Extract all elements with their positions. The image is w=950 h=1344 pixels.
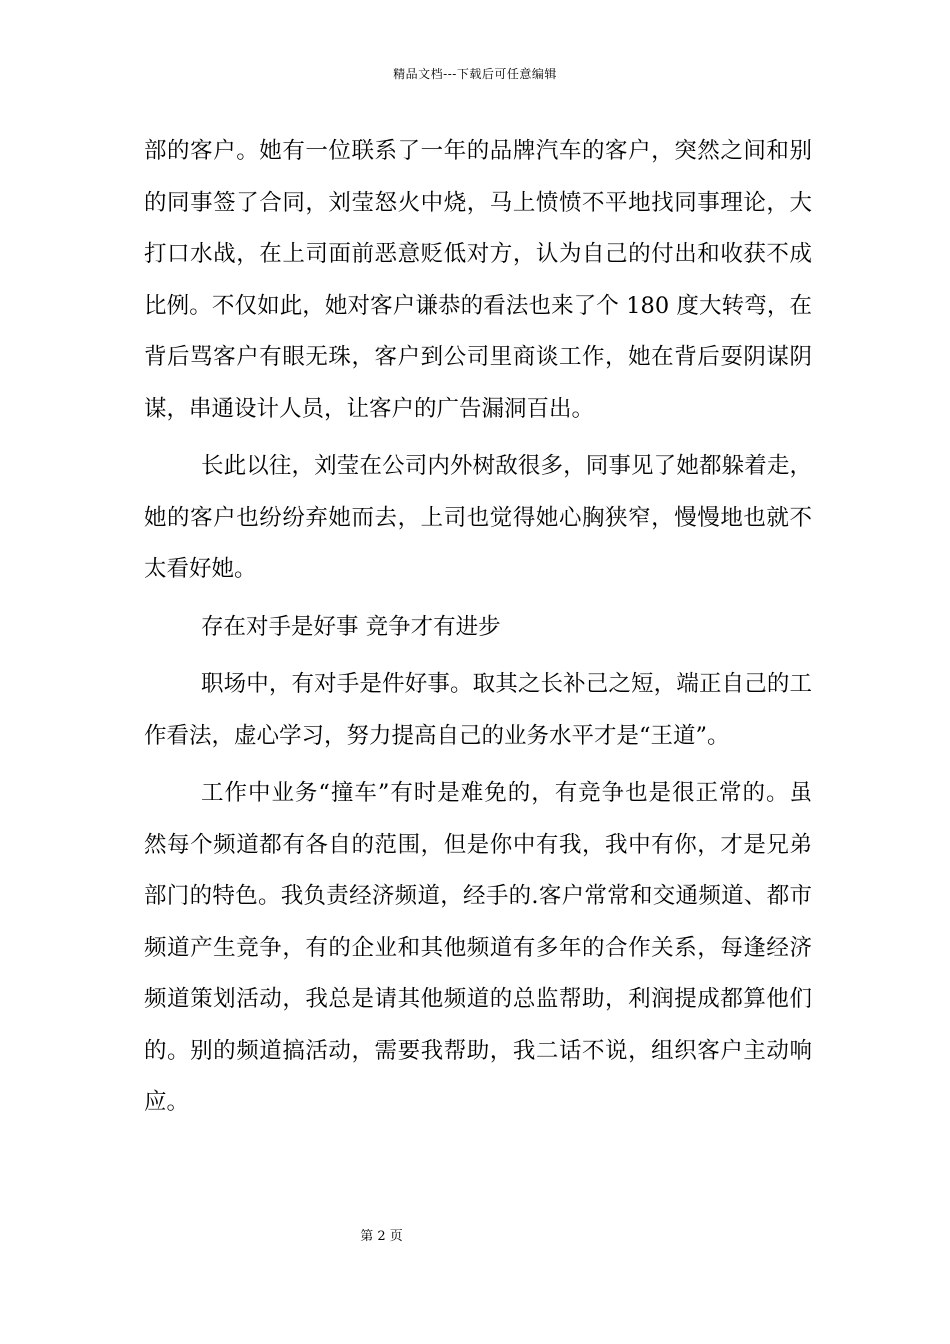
- paragraph-line: 太看好她。: [144, 556, 257, 582]
- paragraph-line: 频道策划活动，我总是请其他频道的总监帮助，利润提成都算他们: [144, 986, 812, 1012]
- section-heading: 存在对手是好事 竞争才有进步: [201, 613, 501, 640]
- paragraph-line: 长此以往，刘莹在公司内外树敌很多，同事见了她都躲着走，: [201, 453, 812, 479]
- paragraph-line: 的。别的频道搞活动，需要我帮助，我二话不说，组织客户主动响: [144, 1037, 812, 1064]
- paragraph-line: 比例。不仅如此，她对客户谦恭的看法也来了个 180 度大转弯，在: [144, 292, 812, 319]
- paragraph-line: 打口水战，在上司面前恶意贬低对方，认为自己的付出和收获不成: [144, 241, 812, 267]
- paragraph-line: 工作中业务“撞车”有时是难免的，有竞争也是很正常的。虽: [201, 780, 812, 806]
- page-number: 第 2 页: [360, 1229, 403, 1244]
- paragraph-line: 频道产生竞争，有的企业和其他频道有多年的合作关系，每逢经济: [144, 934, 812, 961]
- document-body: [144, 134, 812, 1137]
- paragraph-line: 的同事签了合同，刘莹怒火中烧，马上愤愤不平地找同事理论，大: [144, 189, 812, 216]
- paragraph-line: 作看法，虚心学习，努力提高自己的业务水平才是“王道”。: [144, 722, 730, 749]
- paragraph-line: 她的客户也纷纷弃她而去，上司也觉得她心胸狭窄，慢慢地也就不: [144, 504, 812, 531]
- paragraph-line: 谋，串通设计人员，让客户的广告漏洞百出。: [144, 395, 595, 422]
- paragraph-line: 应。: [144, 1089, 190, 1115]
- paragraph-line: 职场中，有对手是件好事。取其之长补己之短，端正自己的工: [201, 671, 812, 697]
- paragraph-line: 部门的特色。我负责经济频道，经手的.客户常常和交通频道、都市: [144, 883, 812, 909]
- paragraph-line: 然每个频道都有各自的范围，但是你中有我，我中有你，才是兄弟: [144, 831, 812, 858]
- page-header: 精品文档---下载后可任意编辑: [393, 67, 557, 81]
- paragraph-line: 部的客户。她有一位联系了一年的品牌汽车的客户，突然之间和别: [144, 138, 812, 164]
- paragraph-line: 背后骂客户有眼无珠，客户到公司里商谈工作，她在背后耍阴谋阴: [144, 344, 812, 370]
